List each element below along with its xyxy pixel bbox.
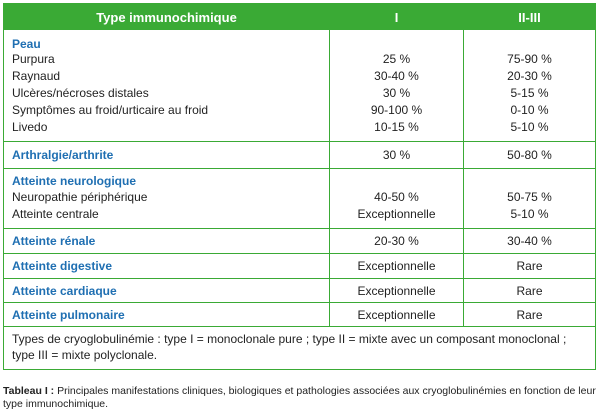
section-title-cardiaque: Atteinte cardiaque — [12, 284, 117, 298]
row-value-type1: 10-15 % — [374, 120, 419, 134]
row-value-type1: 30 % — [382, 86, 411, 100]
row-divider — [4, 302, 595, 303]
row-value-type23: 75-90 % — [507, 52, 552, 66]
row-label: Purpura — [12, 52, 55, 66]
row-value-type1: Exceptionnelle — [357, 259, 436, 273]
row-divider — [4, 253, 595, 254]
row-value-type1: Exceptionnelle — [357, 308, 436, 322]
section-title-neuro: Atteinte neurologique — [12, 174, 136, 188]
row-label: Symptômes au froid/urticaire au froid — [12, 103, 209, 117]
row-value-type23: 50-75 % — [507, 190, 552, 204]
row-value-type1: 25 % — [382, 52, 411, 66]
row-label: Atteinte centrale — [12, 207, 99, 221]
row-label: Raynaud — [12, 69, 61, 83]
row-divider — [4, 228, 595, 229]
row-value-type1: Exceptionnelle — [357, 284, 436, 298]
row-value-type1: 40-50 % — [374, 190, 419, 204]
table-footnote: Types de cryoglobulinémie : type I = monoclonale pure ; type II = mixte avec un composant monoclonal ; type III = mixte polyclonale. — [12, 332, 567, 362]
row-label: Ulcères/nécroses distales — [12, 86, 149, 100]
row-value-type23: 5-10 % — [510, 120, 549, 134]
row-value-type1: 90-100 % — [370, 103, 423, 117]
table-caption — [3, 385, 597, 411]
section-title-digestive: Atteinte digestive — [12, 259, 113, 273]
caption-label: Tableau I : — [3, 385, 55, 397]
cryoglobulinemia-table — [3, 3, 596, 370]
row-value-type23: 5-15 % — [510, 86, 549, 100]
row-label: Livedo — [12, 120, 48, 134]
row-value-type23: Rare — [516, 284, 543, 298]
row-value-type1: 30-40 % — [374, 69, 419, 83]
section-title-arthralgie: Arthralgie/arthrite — [12, 148, 114, 162]
row-divider — [4, 168, 595, 169]
section-title-peau: Peau — [12, 37, 41, 51]
caption-text: Principales manifestations cliniques, biologiques et pathologies associées aux cryoglobulinémies en fonction de leur type immunochimique. — [3, 385, 596, 410]
section-title-renale: Atteinte rénale — [12, 234, 96, 248]
section-title-pulmonaire: Atteinte pulmonaire — [12, 308, 125, 322]
row-value-type1: 30 % — [382, 148, 411, 162]
row-label: Neuropathie périphérique — [12, 190, 148, 204]
row-value-type23: 20-30 % — [507, 69, 552, 83]
row-value-type23: 30-40 % — [507, 234, 552, 248]
row-value-type1: 20-30 % — [374, 234, 419, 248]
row-value-type23: 5-10 % — [510, 207, 549, 221]
row-divider — [4, 141, 595, 142]
table-header — [4, 4, 595, 30]
row-value-type23: Rare — [516, 308, 543, 322]
row-value-type23: 0-10 % — [510, 103, 549, 117]
row-divider — [4, 326, 595, 327]
row-value-type23: 50-80 % — [507, 148, 552, 162]
row-divider — [4, 278, 595, 279]
row-value-type23: Rare — [516, 259, 543, 273]
row-value-type1: Exceptionnelle — [357, 207, 436, 221]
header-type-immunochimique: Type immunochimique — [96, 10, 237, 25]
header-type-ii-iii: II-III — [518, 10, 541, 25]
header-type-i: I — [394, 10, 399, 25]
